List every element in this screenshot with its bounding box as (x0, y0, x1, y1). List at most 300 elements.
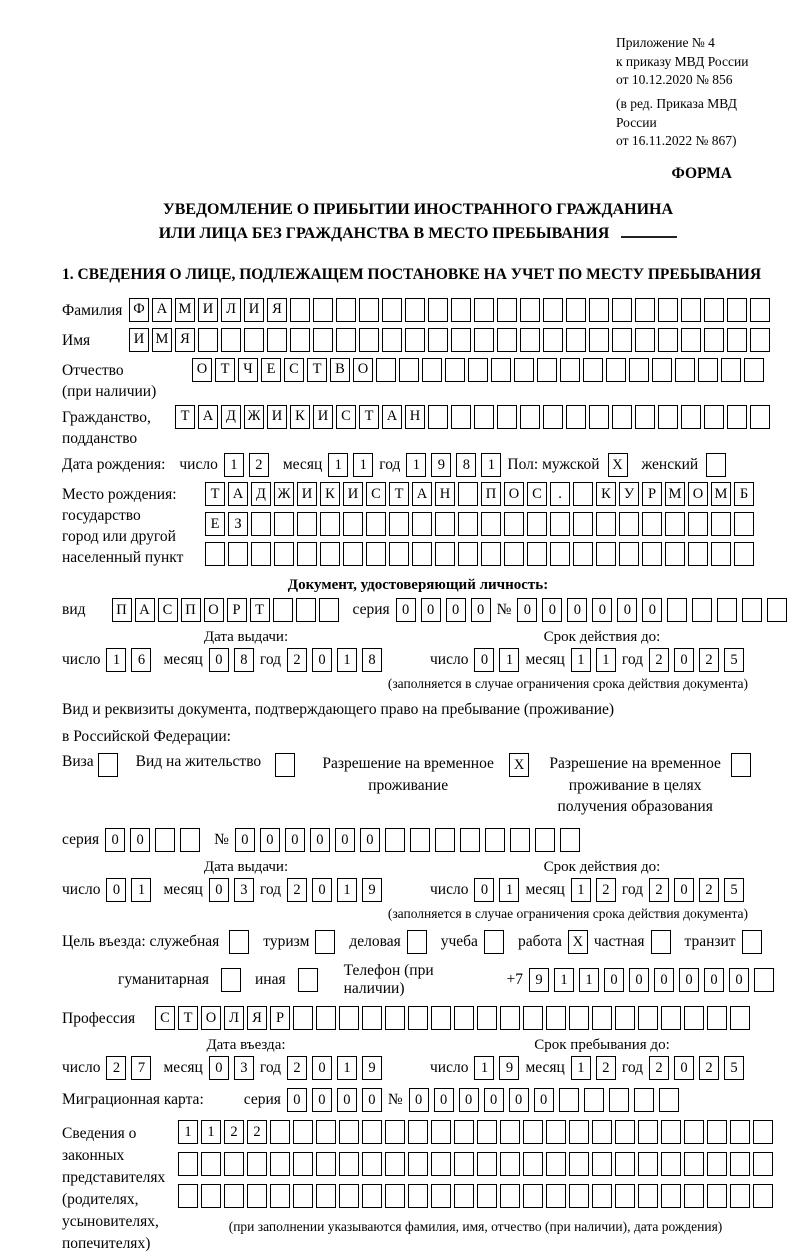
char-cell: 1 (106, 648, 126, 672)
char-cell (376, 358, 396, 382)
char-cell (359, 298, 379, 322)
char-cell (592, 1152, 612, 1176)
day-label: число (179, 455, 218, 473)
char-cell (730, 1184, 750, 1208)
char-cell: 0 (285, 828, 305, 852)
patronymic-cells (192, 358, 764, 382)
char-cell (408, 1120, 428, 1144)
stay-year (649, 1056, 744, 1080)
char-cell: 3 (234, 1056, 254, 1080)
stay-day (474, 1056, 519, 1080)
citizenship-label: Гражданство, подданство (62, 408, 151, 447)
char-cell: П (112, 598, 132, 622)
char-cell (274, 542, 294, 566)
char-cell: Д (251, 482, 271, 506)
char-cell: Л (221, 298, 241, 322)
char-cell: 2 (649, 878, 669, 902)
char-cell: И (244, 298, 264, 322)
char-cell (366, 542, 386, 566)
char-cell (546, 1120, 566, 1144)
char-cell: Д (221, 405, 241, 429)
char-cell (477, 1120, 497, 1144)
char-cell (523, 1184, 543, 1208)
char-cell: С (527, 482, 547, 506)
char-cell: 0 (542, 598, 562, 622)
char-cell (201, 1152, 221, 1176)
char-cell (658, 405, 678, 429)
char-cell (385, 1006, 405, 1030)
char-cell: 8 (234, 648, 254, 672)
char-cell (615, 1120, 635, 1144)
char-cell (546, 1006, 566, 1030)
appendix-line: от 10.12.2020 № 856 (616, 72, 733, 88)
char-cell: И (297, 482, 317, 506)
char-cell (339, 1152, 359, 1176)
char-cell (474, 405, 494, 429)
birth-day-cells (224, 453, 269, 477)
identity-doc-heading: Документ, удостоверяющий личность: (287, 577, 549, 594)
migration-number-cells (409, 1088, 679, 1112)
char-cell: 2 (699, 648, 719, 672)
char-cell (661, 1152, 681, 1176)
char-cell: 1 (406, 453, 426, 477)
humanitarian-checkbox (221, 968, 241, 992)
char-cell (198, 328, 218, 352)
char-cell (435, 542, 455, 566)
char-cell (297, 542, 317, 566)
char-cell: 1 (131, 878, 151, 902)
char-cell: 0 (312, 878, 332, 902)
char-cell (180, 828, 200, 852)
phone-prefix: +7 (506, 971, 523, 989)
residence-series-row (62, 828, 774, 852)
char-cell (727, 405, 747, 429)
char-cell (504, 512, 524, 536)
char-cell: 0 (209, 878, 229, 902)
char-cell (744, 358, 764, 382)
char-cell (589, 328, 609, 352)
char-cell (408, 1006, 428, 1030)
char-cell (721, 358, 741, 382)
char-cell: 0 (459, 1088, 479, 1112)
sex-female-label: женский (641, 455, 699, 473)
char-cell (389, 542, 409, 566)
char-cell: И (313, 405, 333, 429)
char-cell: Л (224, 1006, 244, 1030)
char-cell: У (619, 482, 639, 506)
char-cell (642, 512, 662, 536)
valid-head: Срок действия до: (543, 629, 661, 646)
name-cells (129, 328, 770, 352)
char-cell: 1 (571, 648, 591, 672)
char-cell: 1 (337, 648, 357, 672)
char-cell: М (665, 482, 685, 506)
char-cell: 0 (396, 598, 416, 622)
sex-male-label: Пол: мужской (507, 455, 600, 473)
char-cell: 5 (724, 648, 744, 672)
char-cell: 0 (409, 1088, 429, 1112)
char-cell (481, 542, 501, 566)
char-cell (569, 1152, 589, 1176)
char-cell: 5 (724, 1056, 744, 1080)
char-cell (573, 482, 593, 506)
char-cell: 0 (312, 648, 332, 672)
char-cell: 2 (224, 1120, 244, 1144)
residence-options-row (62, 753, 774, 818)
char-cell (224, 1152, 244, 1176)
char-cell: 9 (529, 968, 549, 992)
char-cell (707, 1184, 727, 1208)
char-cell (742, 598, 762, 622)
char-cell (500, 1006, 520, 1030)
char-cell: 2 (287, 1056, 307, 1080)
char-cell: 7 (131, 1056, 151, 1080)
char-cell: 1 (178, 1120, 198, 1144)
char-cell: 8 (456, 453, 476, 477)
entry-date-heads (62, 1037, 774, 1054)
char-cell: 1 (224, 453, 244, 477)
birthdate-row (62, 453, 774, 477)
char-cell (573, 542, 593, 566)
char-cell: 2 (287, 878, 307, 902)
char-cell (385, 828, 405, 852)
char-cell (389, 512, 409, 536)
char-cell: 1 (499, 878, 519, 902)
char-cell: А (152, 298, 172, 322)
char-cell (504, 542, 524, 566)
char-cell (336, 328, 356, 352)
char-cell (684, 1006, 704, 1030)
char-cell (316, 1120, 336, 1144)
form-title-line2: ИЛИ ЛИЦА БЕЗ ГРАЖДАНСТВА В МЕСТО ПРЕБЫВАНИЯ (62, 222, 774, 246)
kind-label: вид (62, 601, 86, 619)
residence-number-cells (235, 828, 580, 852)
residence-issue-year (287, 878, 382, 902)
char-cell (412, 512, 432, 536)
char-cell (474, 328, 494, 352)
citizenship-row (62, 405, 774, 450)
char-cell: М (711, 482, 731, 506)
char-cell: И (129, 328, 149, 352)
birthplace-label: Место рождения: государство город или другой населенный пункт (62, 486, 184, 567)
char-cell (658, 298, 678, 322)
char-cell (688, 542, 708, 566)
char-cell (477, 1006, 497, 1030)
id-issue-month (209, 648, 254, 672)
work-label: работа (517, 933, 562, 951)
char-cell: 2 (247, 1120, 267, 1144)
char-cell (543, 405, 563, 429)
stay-head: Срок пребывания до: (534, 1037, 670, 1054)
char-cell: 0 (474, 878, 494, 902)
char-cell: А (382, 405, 402, 429)
char-cell (612, 298, 632, 322)
char-cell: 2 (596, 878, 616, 902)
residence-permit-label: Вид на жительство (135, 753, 262, 771)
char-cell: 0 (360, 828, 380, 852)
char-cell (615, 1184, 635, 1208)
char-cell: С (284, 358, 304, 382)
char-cell (316, 1184, 336, 1208)
char-cell (320, 542, 340, 566)
id-issue-day (106, 648, 151, 672)
char-cell: 2 (699, 1056, 719, 1080)
char-cell (566, 298, 586, 322)
char-cell (412, 542, 432, 566)
char-cell: 1 (328, 453, 348, 477)
char-cell (753, 1152, 773, 1176)
char-cell (474, 298, 494, 322)
char-cell (454, 1006, 474, 1030)
residence-valid-date: число 0 1 месяц 1 2 год 2 0 2 5 (430, 878, 744, 902)
char-cell: П (181, 598, 201, 622)
char-cell: 0 (674, 648, 694, 672)
male-checkbox: X (608, 453, 628, 477)
char-cell (491, 358, 511, 382)
char-cell (451, 405, 471, 429)
char-cell (638, 1184, 658, 1208)
char-cell (497, 298, 517, 322)
char-cell: 1 (353, 453, 373, 477)
id-number-cells (517, 598, 787, 622)
char-cell (290, 298, 310, 322)
study-label: учеба (440, 933, 478, 951)
char-cell (343, 542, 363, 566)
char-cell (458, 512, 478, 536)
char-cell: С (158, 598, 178, 622)
id-series-cells (396, 598, 491, 622)
birthplace-row (62, 482, 774, 569)
char-cell: 0 (654, 968, 674, 992)
char-cell: К (290, 405, 310, 429)
purpose-row2 (62, 962, 774, 998)
char-cell (221, 328, 241, 352)
citizenship-cells (175, 405, 770, 429)
char-cell: Т (178, 1006, 198, 1030)
char-cell (458, 482, 478, 506)
char-cell (247, 1184, 267, 1208)
char-cell: 1 (579, 968, 599, 992)
birthplace-cells-row2 (205, 512, 754, 536)
char-cell (560, 358, 580, 382)
char-cell: Я (267, 298, 287, 322)
char-cell (592, 1184, 612, 1208)
char-cell (642, 542, 662, 566)
char-cell (734, 512, 754, 536)
stay-month (571, 1056, 616, 1080)
char-cell (313, 298, 333, 322)
residence-doc-intro2: в Российской Федерации: (62, 727, 231, 745)
char-cell: 0 (567, 598, 587, 622)
residence-valid-month (571, 878, 616, 902)
entry-head: Дата въезда: (206, 1037, 286, 1054)
char-cell (500, 1152, 520, 1176)
char-cell (596, 542, 616, 566)
char-cell (750, 298, 770, 322)
char-cell (339, 1184, 359, 1208)
char-cell: Р (642, 482, 662, 506)
char-cell (228, 542, 248, 566)
humanitarian-label: гуманитарная (118, 971, 209, 989)
char-cell: 1 (499, 648, 519, 672)
char-cell: Т (359, 405, 379, 429)
char-cell (550, 512, 570, 536)
char-cell (520, 328, 540, 352)
char-cell: 0 (312, 1088, 332, 1112)
birthdate-label: Дата рождения: (62, 455, 166, 473)
tourism-label: туризм (263, 933, 310, 951)
char-cell (537, 358, 557, 382)
other-purpose-checkbox (298, 968, 318, 992)
char-cell (431, 1006, 451, 1030)
char-cell (730, 1006, 750, 1030)
char-cell (619, 542, 639, 566)
birthplace-cells-block (205, 482, 754, 566)
number-label: № (387, 1091, 403, 1109)
char-cell: Ж (244, 405, 264, 429)
char-cell (408, 1184, 428, 1208)
char-cell (615, 1152, 635, 1176)
char-cell (520, 405, 540, 429)
char-cell: 0 (471, 598, 491, 622)
number-label: № (214, 831, 229, 849)
char-cell (615, 1006, 635, 1030)
char-cell (385, 1184, 405, 1208)
char-cell (661, 1184, 681, 1208)
purpose-label: Цель въезда: служебная (62, 933, 220, 951)
char-cell (675, 358, 695, 382)
appendix-line: Приложение № 4 (616, 35, 715, 50)
char-cell (566, 405, 586, 429)
residence-issue-month (209, 878, 254, 902)
char-cell (681, 405, 701, 429)
char-cell (510, 828, 530, 852)
temp-residence-edu-label: Разрешение на временное проживание в целях получения образования (549, 755, 721, 816)
char-cell (382, 298, 402, 322)
char-cell: Р (227, 598, 247, 622)
char-cell (523, 1006, 543, 1030)
char-cell (612, 405, 632, 429)
char-cell (405, 328, 425, 352)
issue-head: Дата выдачи: (203, 629, 289, 646)
char-cell: 2 (649, 1056, 669, 1080)
transit-checkbox (742, 930, 762, 954)
char-cell: Т (215, 358, 235, 382)
char-cell (422, 358, 442, 382)
visa-checkbox (98, 753, 118, 777)
valid-head: Срок действия до: (543, 859, 661, 876)
residence-doc-intro1: Вид и реквизиты документа, подтверждающего право на пребывание (проживание) (62, 701, 615, 719)
char-cell (399, 358, 419, 382)
residence-permit-checkbox (275, 753, 295, 777)
char-cell (652, 358, 672, 382)
amendment-line: (в ред. Приказа МВД России (616, 95, 737, 130)
char-cell (638, 1120, 658, 1144)
char-cell (619, 512, 639, 536)
surname-cells (129, 298, 770, 322)
char-cell (661, 1120, 681, 1144)
char-cell (711, 512, 731, 536)
representatives-row (62, 1120, 774, 1255)
char-cell: И (343, 482, 363, 506)
entry-date: число 2 7 месяц 0 3 год 2 0 1 9 (62, 1056, 430, 1080)
char-cell: Ч (238, 358, 258, 382)
char-cell: С (336, 405, 356, 429)
char-cell (460, 828, 480, 852)
char-cell: 0 (642, 598, 662, 622)
char-cell (560, 828, 580, 852)
char-cell (704, 328, 724, 352)
char-cell: Н (435, 482, 455, 506)
char-cell (293, 1152, 313, 1176)
char-cell (707, 1120, 727, 1144)
residence-valid-note: (заполняется в случае ограничения срока действия документа) (387, 906, 748, 922)
char-cell (362, 1152, 382, 1176)
char-cell (717, 598, 737, 622)
char-cell: С (366, 482, 386, 506)
char-cell: Ф (129, 298, 149, 322)
char-cell (527, 512, 547, 536)
char-cell: 0 (209, 1056, 229, 1080)
char-cell (273, 598, 293, 622)
char-cell (535, 828, 555, 852)
official-checkbox (229, 930, 249, 954)
char-cell (711, 542, 731, 566)
char-cell: 0 (674, 878, 694, 902)
char-cell: 0 (629, 968, 649, 992)
char-cell (665, 542, 685, 566)
char-cell (385, 1120, 405, 1144)
entry-dates-row (62, 1056, 774, 1080)
migration-card-label: Миграционная карта: (62, 1091, 204, 1109)
purpose-row (62, 930, 774, 954)
representatives-label: Сведения о законных представителях (родителях, усыновителях, попечителях) (62, 1125, 166, 1253)
char-cell (454, 1184, 474, 1208)
id-valid-date: число 0 1 месяц 1 1 год 2 0 2 5 (430, 648, 744, 672)
char-cell (550, 542, 570, 566)
char-cell (339, 1006, 359, 1030)
char-cell (316, 1006, 336, 1030)
char-cell (290, 328, 310, 352)
char-cell (606, 358, 626, 382)
id-date-heads (62, 629, 774, 646)
char-cell (362, 1006, 382, 1030)
char-cell: О (201, 1006, 221, 1030)
char-cell: Б (734, 482, 754, 506)
char-cell (435, 512, 455, 536)
char-cell: 0 (617, 598, 637, 622)
char-cell: Т (205, 482, 225, 506)
char-cell: 0 (287, 1088, 307, 1112)
char-cell (734, 542, 754, 566)
temp-residence-edu-checkbox (731, 753, 751, 777)
char-cell (569, 1184, 589, 1208)
section1-heading: 1. СВЕДЕНИЯ О ЛИЦЕ, ПОДЛЕЖАЩЕМ ПОСТАНОВКЕ НА УЧЕТ ПО МЕСТУ ПРЕБЫВАНИЯ (62, 265, 762, 283)
char-cell (688, 512, 708, 536)
char-cell (684, 1184, 704, 1208)
char-cell: 0 (484, 1088, 504, 1112)
char-cell: 1 (481, 453, 501, 477)
study-checkbox (484, 930, 504, 954)
profession-label: Профессия (62, 1010, 136, 1028)
char-cell (543, 328, 563, 352)
char-cell (428, 405, 448, 429)
visa-label: Виза (62, 753, 94, 771)
char-cell: 2 (649, 648, 669, 672)
char-cell (566, 328, 586, 352)
char-cell (445, 358, 465, 382)
char-cell (520, 298, 540, 322)
